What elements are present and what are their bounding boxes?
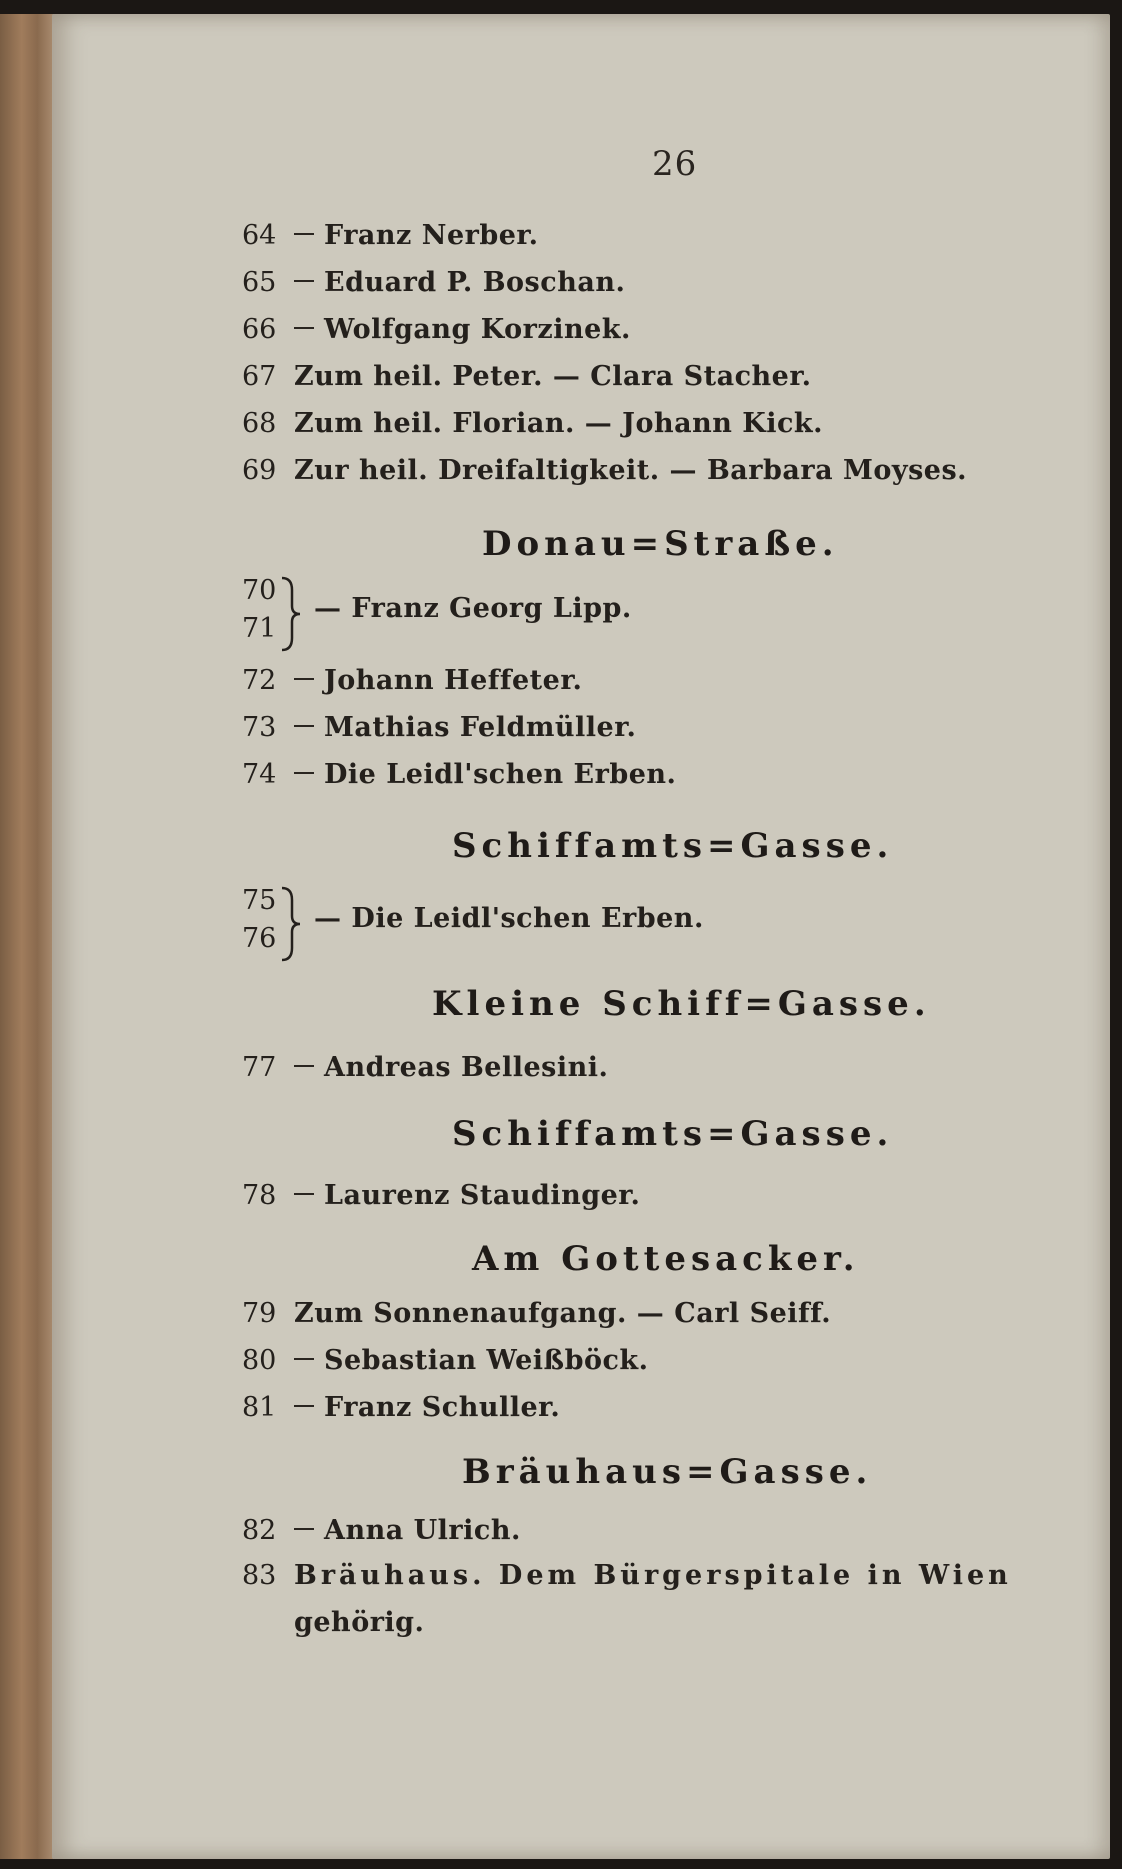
brace-numbers (242, 884, 282, 960)
list-item (242, 1297, 831, 1331)
list-item (242, 1179, 640, 1213)
list-item (242, 219, 539, 253)
house-number: 80 (242, 1345, 277, 1376)
list-item (242, 1344, 649, 1378)
house-number: 73 (242, 712, 277, 743)
house-number: 79 (242, 1298, 277, 1329)
section-heading: Bräuhaus=Gasse. (462, 1452, 873, 1492)
owner-text: Zur heil. Dreifaltigkeit. — Barbara Moyses. (294, 455, 968, 486)
owner-text: gehörig. (294, 1607, 425, 1638)
dash (294, 1405, 314, 1407)
dash (294, 327, 314, 329)
owner-text: Laurenz Staudinger. (324, 1180, 641, 1211)
house-number: 82 (242, 1515, 277, 1546)
list-item (242, 407, 823, 441)
house-number: 69 (242, 455, 277, 486)
section-heading: Schiffamts=Gasse. (452, 1114, 894, 1154)
house-number: 74 (242, 759, 277, 790)
owner-text: Mathias Feldmüller. (324, 712, 637, 743)
list-item (242, 454, 967, 488)
dash (294, 725, 314, 727)
section-heading: Schiffamts=Gasse. (452, 826, 894, 866)
list-item (242, 360, 812, 394)
house-number: 78 (242, 1180, 277, 1211)
section-heading: Donau=Straße. (482, 524, 839, 564)
owner-text: Die Leidl'schen Erben. (324, 759, 677, 790)
section-heading: Kleine Schiff=Gasse. (432, 984, 931, 1024)
house-number: 68 (242, 408, 277, 439)
house-number: 71 (242, 613, 277, 644)
owner-text: Sebastian Weißböck. (324, 1345, 649, 1376)
owner-text: Zum heil. Florian. — Johann Kick. (294, 408, 824, 439)
section-heading: Am Gottesacker. (472, 1239, 860, 1279)
house-number: 65 (242, 267, 277, 298)
owner-text: — Die Leidl'schen Erben. (314, 903, 704, 934)
list-item (242, 1606, 424, 1640)
brace-numbers (242, 574, 282, 650)
house-number: 64 (242, 220, 277, 251)
owner-text: Eduard P. Boschan. (324, 267, 626, 298)
list-item (242, 1391, 560, 1425)
owner-text: Franz Schuller. (324, 1392, 561, 1423)
book-page (52, 14, 1110, 1859)
house-number: 72 (242, 665, 277, 696)
house-number: 66 (242, 314, 277, 345)
list-item (242, 313, 631, 347)
dash (294, 233, 314, 235)
brace-group (242, 574, 942, 654)
house-number: 77 (242, 1052, 277, 1083)
owner-text: Anna Ulrich. (324, 1515, 521, 1546)
house-number: 81 (242, 1392, 277, 1423)
list-item (242, 711, 636, 745)
house-number: 67 (242, 361, 277, 392)
owner-text: Zum Sonnenaufgang. — Carl Seiff. (294, 1298, 832, 1329)
dash (294, 1528, 314, 1530)
list-item (242, 758, 676, 792)
house-number: 70 (242, 575, 277, 606)
dash (294, 280, 314, 282)
dash (294, 1065, 314, 1067)
owner-text: Wolfgang Korzinek. (324, 314, 631, 345)
list-item (242, 266, 625, 300)
brace-icon (278, 886, 302, 962)
dash (294, 1193, 314, 1195)
dash (294, 678, 314, 680)
house-number: 76 (242, 923, 277, 954)
list-item (242, 1559, 1012, 1593)
list-item (242, 1051, 608, 1085)
house-number: 75 (242, 885, 277, 916)
list-item (242, 664, 582, 698)
owner-text: Johann Heffeter. (324, 665, 583, 696)
owner-text: — Franz Georg Lipp. (314, 593, 632, 624)
page-number: 26 (652, 144, 698, 184)
brace-icon (278, 576, 302, 652)
owner-text: Andreas Bellesini. (324, 1052, 609, 1083)
owner-text: Franz Nerber. (324, 220, 539, 251)
owner-text: Bräuhaus. Dem Bürgerspitale in Wien (294, 1560, 1012, 1591)
dash (294, 772, 314, 774)
dash (294, 1358, 314, 1360)
brace-group (242, 884, 942, 964)
list-item (242, 1514, 521, 1548)
house-number: 83 (242, 1560, 277, 1591)
owner-text: Zum heil. Peter. — Clara Stacher. (294, 361, 812, 392)
